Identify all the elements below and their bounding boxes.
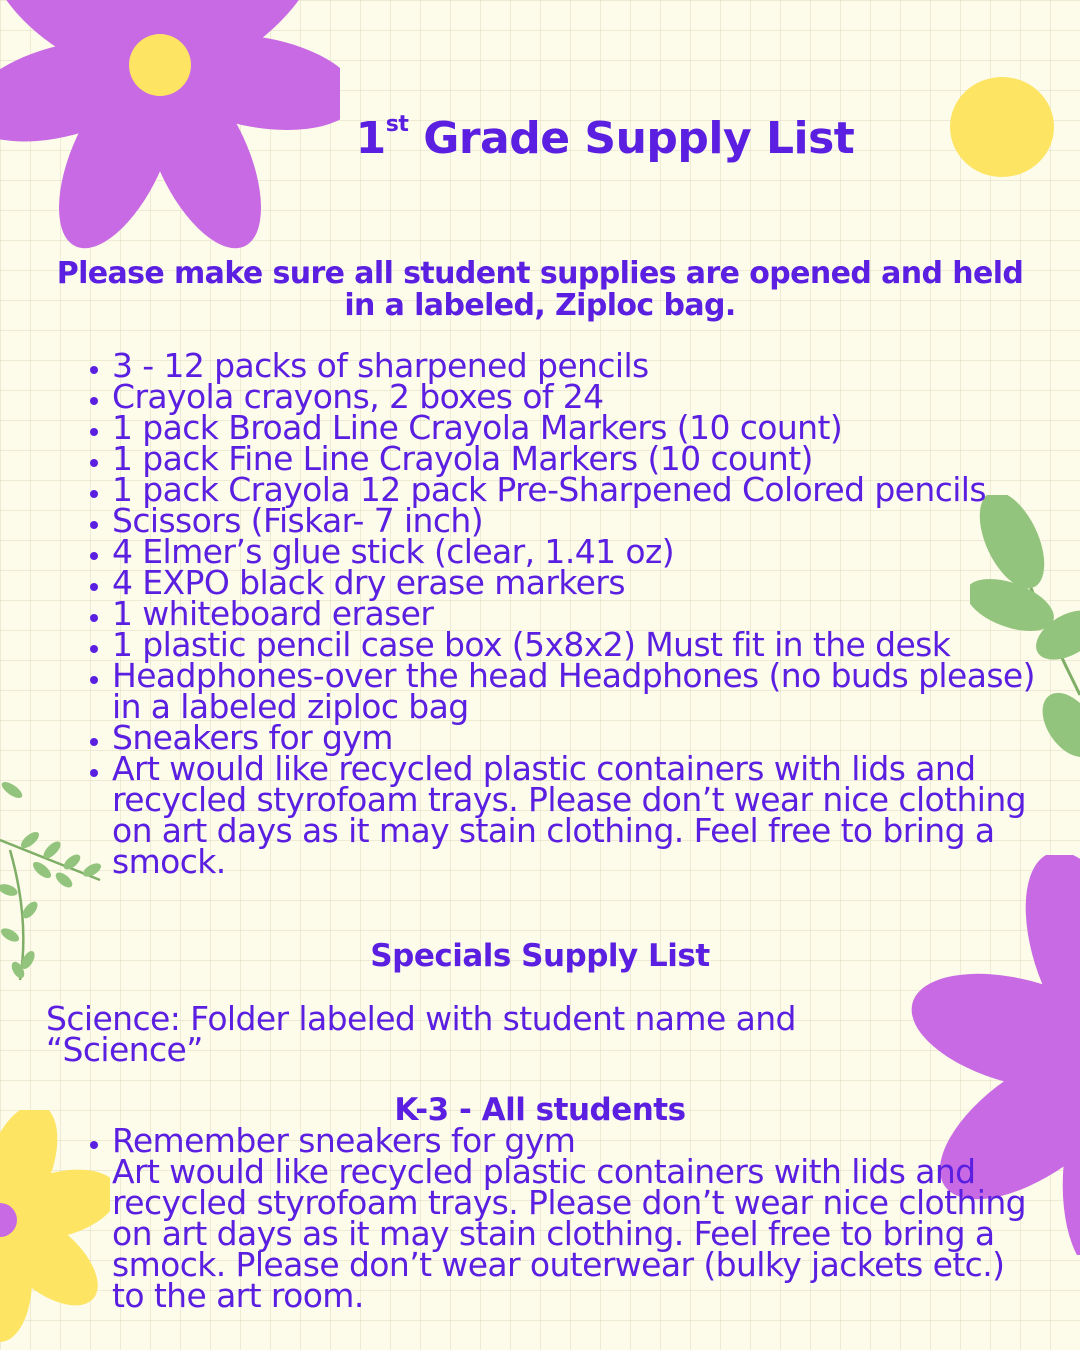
specials-heading: Specials Supply List — [370, 938, 710, 974]
list-item: • Crayola crayons, 2 boxes of 24 — [112, 381, 1038, 412]
supply-list — [78, 346, 1038, 881]
list-item: • 1 pack Fine Line Crayola Markers (10 count) — [112, 443, 1038, 474]
bag-notice: Please make sure all student supplies are opened and held in a labeled, Ziploc bag. — [56, 256, 1024, 323]
list-item: • 1 pack Crayola 12 pack Pre-Sharpened Colored pencils — [112, 474, 1038, 505]
list-item: • Art would like recycled plastic containers with lids and recycled styrofoam trays. Please don’t wear nice clothing on art days as it may stain clothing. Feel free to bring a smock. — [112, 753, 1038, 877]
list-item: • Scissors (Fiskar- 7 inch) — [112, 505, 1038, 536]
list-item: • 4 EXPO black dry erase markers — [112, 567, 1038, 598]
list-item: • Headphones-over the head Headphones (no buds please) in a labeled ziploc bag — [112, 660, 1038, 722]
list-item: • 1 pack Broad Line Crayola Markers (10 count) — [112, 412, 1038, 443]
list-item: • 1 plastic pencil case box (5x8x2) Must fit in the desk — [112, 629, 1038, 660]
title-number: 1 — [355, 113, 386, 164]
science-note: Science: Folder labeled with student name and “Science” — [46, 999, 796, 1069]
title-ordinal-suffix: st — [385, 112, 409, 137]
list-item: • 4 Elmer’s glue stick (clear, 1.41 oz) — [112, 536, 1038, 567]
list-item: • 1 whiteboard eraser — [112, 598, 1038, 629]
title-text: Grade Supply List — [408, 113, 855, 164]
list-item: • Sneakers for gym — [112, 722, 1038, 753]
k3-art-note: Art would like recycled plastic containers with lids and recycled styrofoam trays. Please don’t wear nice clothing on art days as it may stain clothing. Feel free to bring a smock. Please don’t wear outerwear (bulky jackets etc.) to the art room. — [112, 1152, 1026, 1315]
k3-heading: K-3 - All students — [394, 1092, 686, 1128]
page-title — [0, 112, 1080, 164]
list-item: • Remember sneakers for gym — [112, 1125, 1038, 1156]
list-item: • 3 - 12 packs of sharpened pencils — [112, 350, 1038, 381]
